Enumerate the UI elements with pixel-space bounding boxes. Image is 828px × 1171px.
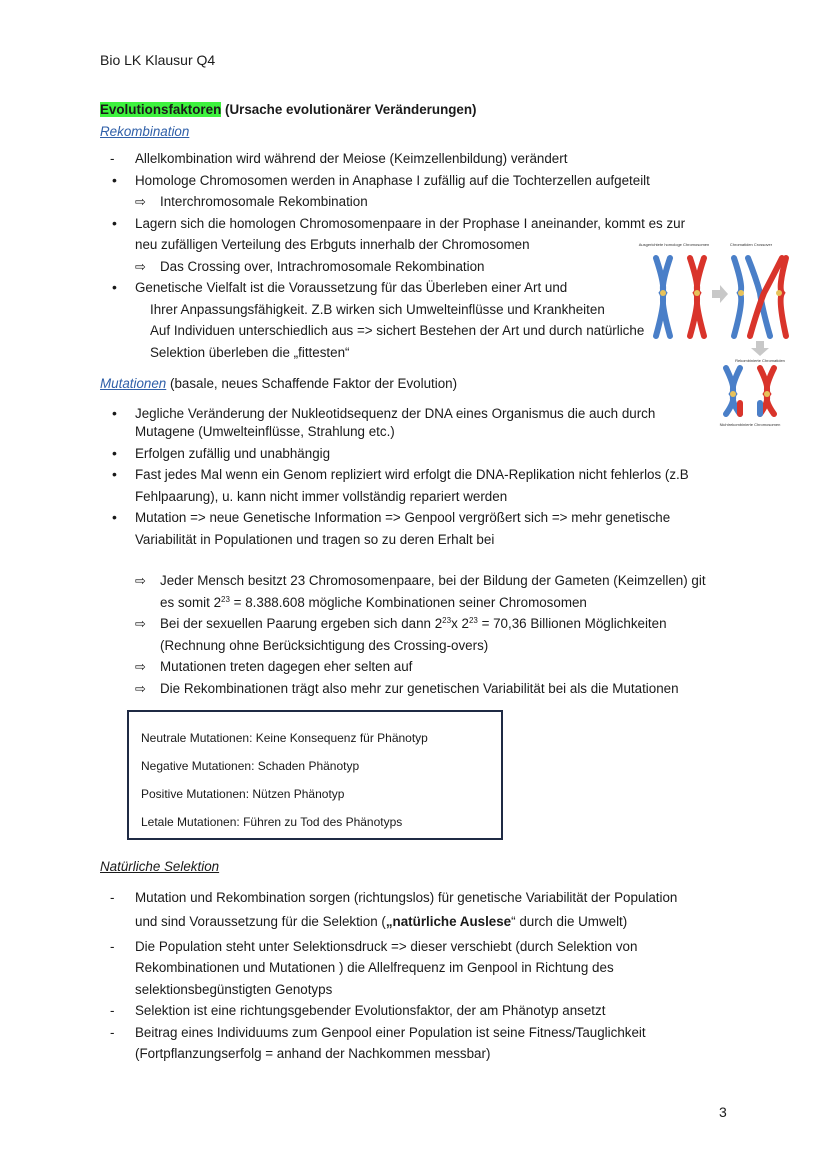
list-item: • Jegliche Veränderung der Nukleotidsequenz der DNA eines Organismus die auch durch [100,403,740,425]
bullet-marker: • [112,444,117,461]
arrow-item: ⇨ Interchromosomale Rekombination [100,191,740,213]
arrow-icon: ⇨ [135,258,146,274]
chromosome-pair-left [656,258,704,336]
chromosome-pair-crossing [734,258,786,336]
arrow-item: ⇨ Das Crossing over, Intrachromosomale Rekombination [100,256,740,278]
box-line-neutral: Neutrale Mutationen: Keine Konsequenz für Phänotyp [141,731,428,745]
subheading-rest: (basale, neues Schaffende Faktor der Evolution) [166,376,458,391]
section-selektion [100,856,740,1065]
list-item-continuation: (Fortpflanzungserfolg = anhand der Nachkommen messbar) [135,1046,491,1061]
subheading-mutationen-line [100,373,740,395]
list-item: - Selektion ist eine richtungsgebender Evolutionsfaktor, der am Phänotyp ansetzt [100,1000,740,1022]
box-line-negative: Negative Mutationen: Schaden Phänotyp [141,759,360,773]
list-item: - Mutation und Rekombination sorgen (richtungslos) für genetische Variabilität der Population [100,887,740,909]
list-item: • Genetische Vielfalt ist die Voraussetzung für das Überleben einer Art und [100,277,740,299]
arrow-item: ⇨ Bei der sexuellen Paarung ergeben sich dann $2^{23}x$ $2^{23} = 70,36$ Billionen Möglichkeiten [100,613,740,635]
section-rekombination [100,99,740,363]
arrow-down-shape [751,341,769,356]
list-item: - Beitrag eines Individuums zum Genpool einer Population ist seine Fitness/Tauglichkeit [100,1022,740,1044]
subheading-rekombination: Rekombination [100,123,190,139]
list-item: • Erfolgen zufällig und unabhängig [100,443,740,465]
section-heading [100,99,740,121]
section-mutationen [100,373,740,699]
arrow-icon: ⇨ [135,616,146,631]
subheading-selektion: Natürliche Selektion [100,859,220,874]
list-item-continuation: selektionsbegünstigten Genotyps [135,981,333,997]
figure-label-top-left: Ausgerichtete homologe Chromosomen [638,242,710,247]
dash-marker: - [110,1003,115,1018]
figure-label-mid: Rekombinierte Chromatiden [735,358,785,363]
bullet-marker: • [112,214,117,231]
dash-marker: - [110,151,115,166]
bullet-marker: • [112,279,117,295]
figure-label-bottom: Nichtrekombinierte Chromosomen [719,422,781,427]
list-item: - Allelkombination wird während der Meiose (Keimzellenbildung) verändert [100,148,740,170]
list-item-continuation: Variabilität in Populationen und tragen so zu deren Erhalt bei [135,531,495,547]
list-item: • Fast jedes Mal wenn ein Genom repliziert wird erfolgt die DNA-Replikation nicht fehlerlos (z.B [100,464,740,486]
dash-marker: - [110,889,115,905]
mutation-types-box [127,710,503,840]
bullet-marker: • [112,404,117,421]
figure-label-top-right: Chromatiden Crossover [729,242,773,247]
arrow-item: ⇨ Jeder Mensch besitzt 23 Chromosomenpaare, bei der Bildung der Gameten (Keimzellen) git [100,570,740,592]
subheading-mutationen: Mutationen [100,376,167,391]
list-item: • Mutation => neue Genetische Information => Genpool vergrößert sich => mehr genetische [100,507,740,529]
bullet-marker: • [112,466,117,482]
dash-marker: - [110,1024,115,1040]
arrow-right-shape [712,285,728,303]
arrow-icon: ⇨ [135,573,146,588]
arrow-item: ⇨ Mutationen treten dagegen eher selten auf [100,656,740,678]
page-header: Bio LK Klausur Q4 [100,52,216,68]
list-item-continuation: Ihrer Anpassungsfähigkeit. Z.B wirken sich Umwelteinflüsse und Krankheiten [150,301,605,317]
list-item-continuation: und sind Voraussetzung für die Selektion („natürliche Auslese“ durch die Umwelt) [135,914,628,929]
box-line-positive: Positive Mutationen: Nützen Phänotyp [141,787,345,801]
arrow-icon: ⇨ [135,659,146,674]
arrow-item-continuation: es somit $2^{23} = 8.388.608$ mögliche Kombinationen seiner Chromosomen [160,594,587,610]
list-item-continuation: Fehlpaarung), u. kann nicht immer vollständig repariert werden [135,488,508,504]
heading-highlight: Evolutionsfaktoren [100,102,222,117]
list-item-continuation: Selektion überleben die „fittesten“ [150,344,350,360]
list-item-continuation: neu zufälligen Verteilung des Erbguts innerhalb der Chromosomen [135,237,530,252]
arrow-item-continuation: (Rechnung ohne Berücksichtigung des Crossing-overs) [160,637,489,653]
list-item: - Die Population steht unter Selektionsdruck => dieser verschiebt (durch Selektion von [100,936,740,958]
arrow-item: ⇨ Die Rekombinationen trägt also mehr zur genetischen Variabilität bei als die Mutationen [100,678,740,700]
heading-rest: (Ursache evolutionärer Veränderungen) [221,102,477,117]
dash-marker: - [110,938,115,954]
arrow-icon: ⇨ [135,680,146,696]
list-item: • Lagern sich die homologen Chromosomenpaare in der Prophase I aneinander, kommt es zur [100,213,740,235]
box-line-letal: Letale Mutationen: Führen zu Tod des Phänotyps [141,815,403,829]
page-number: 3 [719,1104,727,1120]
list-item-continuation: Rekombinationen und Mutationen ) die Allelfrequenz im Genpool in Richtung des [135,960,614,975]
list-item: • Homologe Chromosomen werden in Anaphase I zufällig auf die Tochterzellen aufgeteilt [100,170,740,192]
list-item-continuation: Auf Individuen unterschiedlich aus => sichert Bestehen der Art und durch natürliche [150,323,645,338]
bullet-marker: • [112,171,117,188]
bullet-marker: • [112,509,117,525]
arrow-icon: ⇨ [135,194,146,209]
list-item-continuation: Mutagene (Umwelteinflüsse, Strahlung etc.) [135,424,395,439]
